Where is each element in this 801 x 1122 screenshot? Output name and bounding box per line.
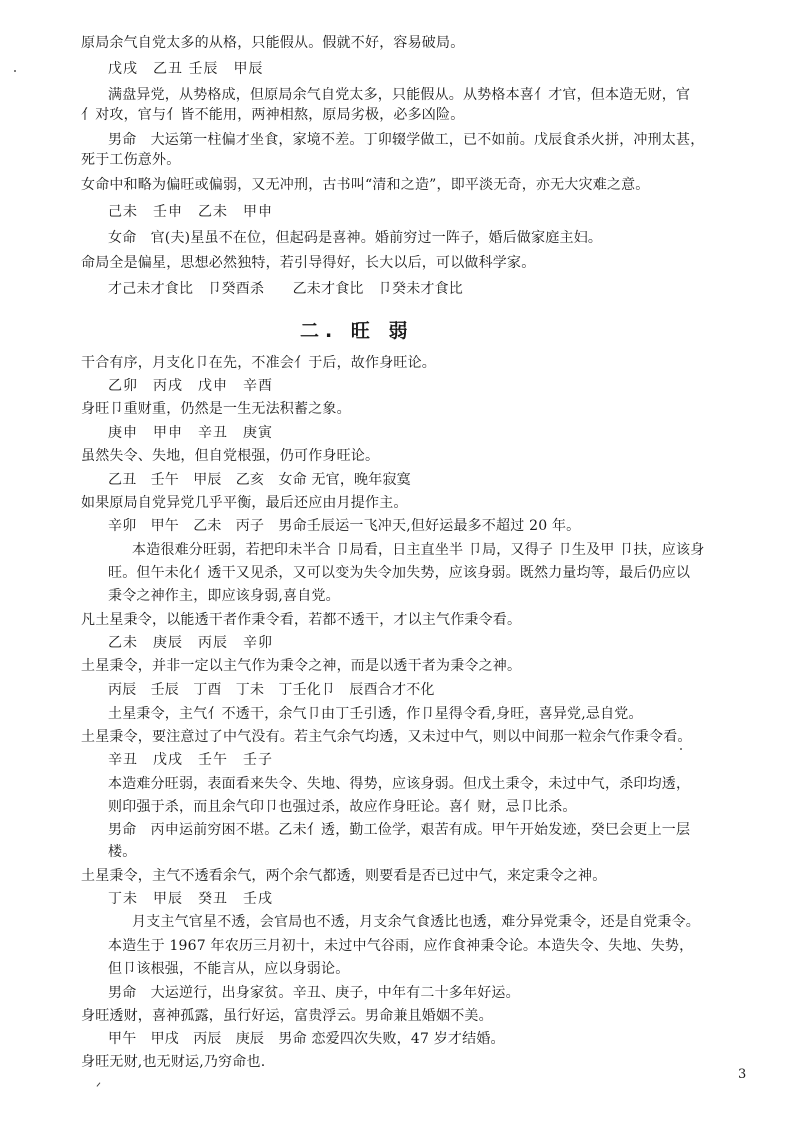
text-line: 凡土星秉令，以能透干者作秉令看，若都不透干，才以主气作秉令看。 <box>81 612 522 628</box>
bazi-line: 己未 壬申 乙未 甲申 <box>108 204 273 220</box>
bazi-line: 甲午 甲戌 丙辰 庚辰 男命 恋爱四次失败，47 岁才结婚。 <box>108 1031 505 1047</box>
text-line: 旺。但午未化亻透干又见杀，又可以变为失令加失势，应该身弱。既然力量均等，最后仍应以 <box>108 565 691 581</box>
text-line: 土星秉令，要注意过了中气没有。若主气余气均透，又未过中气，则以中间那一粒余气作秉令看。 <box>81 729 692 745</box>
bazi-line: 乙未 庚辰 丙辰 辛卯 <box>108 635 273 651</box>
bazi-line: 丁未 甲辰 癸丑 壬戌 <box>108 891 273 907</box>
text-line: 虽然失令、失地，但自党根强，仍可作身旺论。 <box>81 448 380 464</box>
bazi-line: 戊戌 乙丑 壬辰 甲辰 <box>108 61 264 77</box>
bazi-line: 乙丑 壬午 甲辰 乙亥 女命 无官，晚年寂寞 <box>108 472 411 488</box>
text-line: 身旺卩重财重，仍然是一生无法积蓄之象。 <box>81 401 351 417</box>
text-line: 本造难分旺弱，表面看来失令、失地、得势，应该身弱。但戊土秉令，未过中气，杀印均透， <box>108 776 691 792</box>
text-line: 亻对攻，官与亻皆不能用，两神相熬，原局劣极，必多凶险。 <box>81 107 465 123</box>
text-line: 本造很难分旺弱，若把印未半合 卩局看，日主直坐半 卩局，又得子 卩生及甲 卩扶，应该身 <box>132 542 705 558</box>
section-title: 二. 旺 弱 <box>300 320 414 342</box>
text-line: 楼。 <box>108 844 137 860</box>
text-line: 女命中和略为偏旺或偏弱，又无冲刑，古书叫“清和之造”，即平淡无奇，亦无大灾难之意。 <box>81 177 650 193</box>
bazi-line: 乙卯 丙戌 戊申 辛酉 <box>108 378 273 394</box>
text-line: 秉令之神作主，即应该身弱,喜自党。 <box>108 588 340 604</box>
text-line: 则印强于杀，而且余气印卩也强过杀，故应作身旺论。喜亻财，忌卩比杀。 <box>108 799 577 815</box>
text-line: 死于工伤意外。 <box>81 152 181 168</box>
text-line: 但卩该根强，不能言从，应以身弱论。 <box>108 961 350 977</box>
text-line: 男命 大运逆行，出身家贫。辛丑、庚子，中年有二十多年好运。 <box>108 985 520 1001</box>
text-line: 满盘异党，从势格成，但原局余气自党太多，只能假从。从势格本喜亻才官，但本造无财，官 <box>108 87 691 103</box>
text-line: 土星秉令，主气不透看余气，两个余气都透，则要看是否已过中气，来定秉令之神。 <box>81 868 607 884</box>
bazi-line: 丙辰 壬辰 丁酉 丁未 丁壬化卩 辰酉合才不化 <box>108 682 435 698</box>
scan-speck <box>680 748 682 750</box>
text-line: 原局余气自党太多的从格，只能假从。假就不好，容易破局。 <box>81 35 465 51</box>
bazi-line: 辛卯 甲午 乙未 丙子 男命壬辰运一飞冲天,但好运最多不超过 20 年。 <box>108 518 581 534</box>
text-line: 命局全是偏星，思想必然独特，若引导得好，长大以后，可以做科学家。 <box>81 255 536 271</box>
bazi-line: 辛丑 戊戌 壬午 壬子 <box>108 752 273 768</box>
scan-speck <box>14 70 16 72</box>
page-number: 3 <box>738 1067 747 1082</box>
margin-mark: ᐟ <box>96 1080 102 1094</box>
text-line: 本造生于 1967 年农历三月初十，未过中气谷雨，应作食神秉令论。本造失令、失地、失势， <box>108 938 694 954</box>
text-line: 身旺透财，喜神孤露，虽行好运，富贵浮云。男命兼且婚姻不美。 <box>81 1008 493 1024</box>
text-line: 女命 官(夫)星虽不在位，但起码是喜神。婚前穷过一阵子，婚后做家庭主妇。 <box>108 230 603 246</box>
text-line: 月支主气官星不透，会官局也不透，月支余气食透比也透，难分异党秉令，还是自党秉令。 <box>132 914 700 930</box>
text-line: 男命 大运第一柱偏才坐食，家境不差。丁卯辍学做工，已不如前。戊辰食杀火拼，冲刑太甚， <box>108 132 705 148</box>
text-line: 身旺无财,也无财运,乃穷命也. <box>81 1054 266 1070</box>
text-line: 男命 丙申运前穷困不堪。乙未亻透，勤工俭学，艰苦有成。甲午开始发迹，癸巳会更上一层 <box>108 822 691 838</box>
text-line: 如果原局自党异党几乎平衡，最后还应由月提作主。 <box>81 495 408 511</box>
text-line: 土星秉令，主气亻不透干，余气卩由丁壬引透，作卩星得令看,身旺，喜异党,忌自党。 <box>108 706 643 722</box>
text-line: 才己未才食比 卩癸酉杀 乙未才食比 卩癸未才食比 <box>108 281 463 297</box>
text-line: 土星秉令，并非一定以主气作为秉令之神，而是以透干者为秉令之神。 <box>81 658 522 674</box>
text-line: 干合有序，月支化卩在先，不准会亻于后，故作身旺论。 <box>81 355 436 371</box>
bazi-line: 庚申 甲申 辛丑 庚寅 <box>108 425 273 441</box>
